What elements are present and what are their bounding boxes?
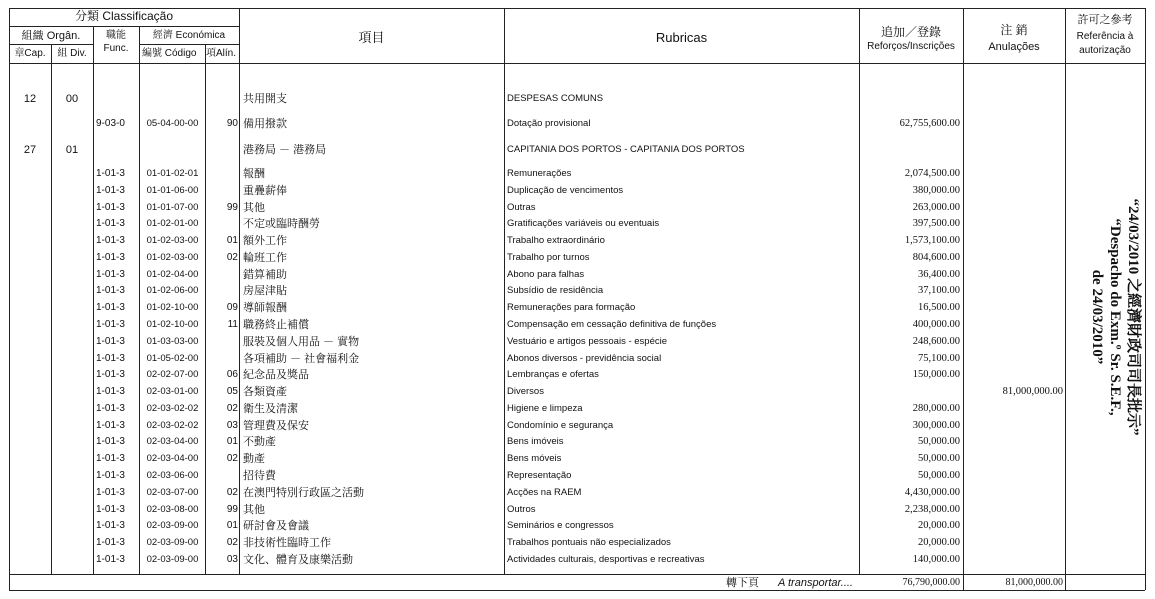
cell-reforco: 397,500.00 bbox=[912, 218, 960, 230]
cell-reforco: 37,100.00 bbox=[918, 285, 960, 297]
cell-codigo: 02-03-09-00 bbox=[146, 553, 199, 565]
cell-funcional: 1-01-3 bbox=[96, 419, 125, 431]
annotation-line-2: “Despacho do Exm.º Sr. S.E.F., bbox=[1107, 218, 1123, 416]
header-line-1 bbox=[9, 26, 239, 27]
cell-codigo: 02-03-02-02 bbox=[146, 419, 199, 431]
cell-item-zh: 在澳門特別行政區之活動 bbox=[243, 486, 364, 499]
cell-item-zh: 服裝及個人用品 － 實物 bbox=[243, 335, 360, 348]
cell-rubrica: Vestuário e artigos pessoais - espécie bbox=[507, 335, 668, 347]
cell-codigo: 02-03-08-00 bbox=[146, 503, 199, 515]
cell-item-zh: 不定或臨時酬勞 bbox=[243, 218, 320, 231]
cell-reforco: 75,100.00 bbox=[918, 352, 960, 364]
cell-codigo: 01-02-06-00 bbox=[146, 285, 199, 297]
cell-rubrica: Trabalhos pontuais não especializados bbox=[507, 537, 671, 549]
cell-codigo: 01-02-10-00 bbox=[146, 302, 199, 314]
header-referencia-1: Referência à bbox=[1076, 31, 1134, 42]
footer-transportar: A transportar.... bbox=[778, 577, 853, 589]
cell-item-zh: 研討會及會議 bbox=[243, 520, 309, 533]
cell-funcional: 1-01-3 bbox=[96, 218, 125, 230]
cell-funcional: 1-01-3 bbox=[96, 302, 125, 314]
cell-reforco: 300,000.00 bbox=[912, 419, 960, 431]
cell-alinea: 90 bbox=[226, 118, 238, 129]
cell-alinea: 01 bbox=[226, 520, 238, 532]
cell-rubrica: Abono para falhas bbox=[507, 268, 585, 280]
cell-codigo: 01-05-02-00 bbox=[146, 352, 199, 364]
cell-rubrica: Outras bbox=[507, 201, 536, 213]
cell-reforco: 248,600.00 bbox=[912, 335, 960, 347]
cell-rubrica: Bens móveis bbox=[507, 453, 562, 465]
cell-codigo: 02-03-07-00 bbox=[146, 486, 199, 498]
cell-codigo: 02-03-02-02 bbox=[146, 402, 199, 414]
col-border-div-func bbox=[93, 26, 94, 574]
cell-funcional: 1-01-3 bbox=[96, 235, 125, 247]
cell-funcional: 1-01-3 bbox=[96, 520, 125, 532]
cell-reforco: 50,000.00 bbox=[918, 470, 960, 482]
cell-codigo: 01-02-04-00 bbox=[146, 268, 199, 280]
cell-funcional: 1-01-3 bbox=[96, 386, 125, 398]
cell-alinea: 01 bbox=[226, 436, 238, 448]
cell-reforco: 1,573,100.00 bbox=[904, 235, 960, 247]
cell-item-zh: 其他 bbox=[243, 503, 265, 516]
cell-rubrica: Higiene e limpeza bbox=[507, 402, 583, 414]
cell-item-zh: 紀念品及獎品 bbox=[243, 369, 309, 382]
cell-divisao: 01 bbox=[65, 144, 79, 156]
cell-reforco: 62,755,600.00 bbox=[899, 118, 960, 129]
cell-rubrica: Outros bbox=[507, 503, 536, 515]
cell-funcional: 1-01-3 bbox=[96, 503, 125, 515]
cell-rubrica: Acções na RAEM bbox=[507, 486, 582, 498]
header-anulacoes-zh: 注 銷 bbox=[1000, 23, 1028, 37]
cell-rubrica: Lembranças e ofertas bbox=[507, 369, 599, 381]
cell-item-zh: 動產 bbox=[243, 453, 265, 466]
cell-item-zh: 各類資產 bbox=[243, 386, 287, 399]
cell-reforco: 50,000.00 bbox=[918, 453, 960, 465]
cell-reforco: 2,074,500.00 bbox=[904, 168, 960, 179]
cell-reforco: 36,400.00 bbox=[918, 268, 960, 280]
cell-codigo: 02-03-09-00 bbox=[146, 520, 199, 532]
header-reforcos: Reforços/Inscrições bbox=[867, 41, 955, 52]
cell-funcional: 1-01-3 bbox=[96, 268, 125, 280]
table-bottom-border bbox=[9, 590, 1145, 591]
footer-top-border bbox=[9, 574, 1145, 575]
cell-alinea: 02 bbox=[226, 486, 238, 498]
cell-funcional: 1-01-3 bbox=[96, 369, 125, 381]
cell-reforco: 280,000.00 bbox=[912, 402, 960, 414]
cell-codigo: 01-01-02-01 bbox=[146, 168, 199, 179]
cell-rubrica: Trabalho extraordinário bbox=[507, 235, 605, 247]
cell-item-zh: 錯算補助 bbox=[243, 268, 287, 281]
header-item: 項目 bbox=[358, 30, 385, 45]
cell-codigo: 02-03-04-00 bbox=[146, 436, 199, 448]
header-line-3 bbox=[139, 44, 239, 45]
cell-item-zh: 導師報酬 bbox=[243, 302, 287, 315]
annotation-line-3: de 24/03/2010” bbox=[1089, 269, 1105, 365]
cell-funcional: 1-01-3 bbox=[96, 285, 125, 297]
cell-alinea: 03 bbox=[226, 419, 238, 431]
cell-alinea: 99 bbox=[226, 503, 238, 515]
authorization-annotation bbox=[1080, 162, 1150, 472]
cell-alinea: 03 bbox=[226, 553, 238, 565]
cell-rubrica: Remunerações para formação bbox=[507, 302, 636, 314]
cell-funcional: 1-01-3 bbox=[96, 453, 125, 465]
cell-funcional: 1-01-3 bbox=[96, 184, 125, 196]
cell-codigo: 01-02-01-00 bbox=[146, 218, 199, 230]
cell-item-zh: 不動產 bbox=[243, 436, 276, 449]
col-border-zh-pt bbox=[504, 8, 505, 574]
cell-codigo: 01-02-10-00 bbox=[146, 319, 199, 331]
cell-item-zh: 其他 bbox=[243, 201, 265, 214]
header-funcional-zh: 職能 bbox=[106, 30, 126, 41]
cell-rubrica: Gratificações variáveis ou eventuais bbox=[507, 218, 660, 230]
cell-funcional: 1-01-3 bbox=[96, 436, 125, 448]
cell-codigo: 02-03-04-00 bbox=[146, 453, 199, 465]
cell-reforco: 804,600.00 bbox=[912, 251, 960, 263]
cell-codigo: 01-01-07-00 bbox=[146, 201, 199, 213]
cell-funcional: 1-01-3 bbox=[96, 537, 125, 549]
cell-item-zh: 各項補助 － 社會福利金 bbox=[243, 352, 360, 365]
cell-reforco: 150,000.00 bbox=[912, 369, 960, 381]
cell-item-zh: 額外工作 bbox=[243, 235, 287, 248]
cell-alinea: 06 bbox=[226, 369, 238, 381]
col-border-cap-div bbox=[51, 44, 52, 574]
header-orgao: 組織 Orgân. bbox=[21, 30, 81, 42]
header-bottom-border bbox=[9, 63, 1145, 64]
header-codigo: 編號 Código bbox=[142, 48, 197, 59]
header-reforcos-zh: 追加／登錄 bbox=[880, 25, 941, 39]
cell-funcional: 9-03-0 bbox=[96, 118, 125, 129]
cell-alinea: 11 bbox=[227, 319, 238, 331]
cell-rubrica: Compensação em cessação definitiva de funções bbox=[507, 319, 717, 331]
cell-rubrica: Subsídio de residência bbox=[507, 285, 604, 297]
header-alinea: 項Alín. bbox=[206, 48, 237, 59]
cell-funcional: 1-01-3 bbox=[96, 402, 125, 414]
header-referencia-zh: 許可之參考 bbox=[1077, 14, 1133, 26]
cell-rubrica: Actividades culturais, desportivas e recreativas bbox=[507, 553, 705, 565]
cell-alinea: 02 bbox=[226, 251, 238, 263]
cell-item-zh: 衛生及清潔 bbox=[243, 402, 298, 415]
cell-alinea: 05 bbox=[226, 386, 238, 398]
cell-alinea: 02 bbox=[226, 453, 238, 465]
cell-rubrica: Bens imóveis bbox=[507, 436, 564, 448]
cell-item-zh: 港務局 － 港務局 bbox=[243, 144, 327, 156]
cell-rubrica: Remunerações bbox=[507, 168, 572, 179]
cell-anulacao: 81,000,000.00 bbox=[1002, 386, 1063, 398]
header-funcional: Func. bbox=[103, 43, 129, 54]
cell-item-zh: 共用開支 bbox=[243, 93, 287, 105]
cell-funcional: 1-01-3 bbox=[96, 486, 125, 498]
cell-codigo: 01-02-03-00 bbox=[146, 235, 199, 247]
header-economica: 經濟 Económica bbox=[152, 30, 226, 41]
cell-alinea: 09 bbox=[226, 302, 238, 314]
header-capitulo: 章Cap. bbox=[14, 48, 46, 59]
footer-total-anulacoes: 81,000,000.00 bbox=[1005, 577, 1063, 588]
cell-reforco: 20,000.00 bbox=[918, 537, 960, 549]
cell-rubrica: Duplicação de vencimentos bbox=[507, 184, 624, 196]
cell-funcional: 1-01-3 bbox=[96, 319, 125, 331]
cell-funcional: 1-01-3 bbox=[96, 251, 125, 263]
cell-item-zh: 管理費及保安 bbox=[243, 419, 309, 432]
cell-rubrica: Trabalho por turnos bbox=[507, 251, 590, 263]
col-border-func-code bbox=[139, 26, 140, 574]
cell-alinea: 01 bbox=[226, 235, 238, 247]
table-top-border bbox=[9, 8, 1145, 9]
cell-reforco: 50,000.00 bbox=[918, 436, 960, 448]
cell-alinea: 99 bbox=[226, 201, 238, 213]
cell-item-zh: 招待費 bbox=[243, 470, 276, 483]
header-classificacao: 分類 Classificação bbox=[74, 9, 174, 23]
cell-reforco: 140,000.00 bbox=[912, 553, 960, 565]
header-divisao: 組 Div. bbox=[57, 48, 87, 59]
cell-codigo: 02-02-07-00 bbox=[146, 369, 199, 381]
cell-reforco: 2,238,000.00 bbox=[904, 503, 960, 515]
cell-codigo: 01-03-03-00 bbox=[146, 335, 199, 347]
cell-alinea: 02 bbox=[226, 402, 238, 414]
cell-rubrica: Abonos diversos - previdência social bbox=[507, 352, 662, 364]
cell-item-zh: 備用撥款 bbox=[243, 118, 287, 130]
cell-item-zh: 非技術性臨時工作 bbox=[243, 537, 331, 550]
cell-reforco: 4,430,000.00 bbox=[904, 486, 960, 498]
cell-reforco: 400,000.00 bbox=[912, 319, 960, 331]
cell-divisao: 00 bbox=[65, 93, 79, 105]
footer-total-reforcos: 76,790,000.00 bbox=[902, 577, 960, 588]
cell-item-zh: 報酬 bbox=[243, 168, 265, 180]
cell-funcional: 1-01-3 bbox=[96, 168, 125, 179]
cell-alinea: 02 bbox=[226, 537, 238, 549]
cell-item-zh: 職務終止補償 bbox=[243, 319, 309, 332]
cell-codigo: 01-02-03-00 bbox=[146, 251, 199, 263]
cell-item-zh: 重疊薪俸 bbox=[243, 184, 287, 197]
cell-reforco: 380,000.00 bbox=[912, 184, 960, 196]
cell-capitulo: 27 bbox=[23, 144, 37, 156]
cell-funcional: 1-01-3 bbox=[96, 335, 125, 347]
cell-reforco: 20,000.00 bbox=[918, 520, 960, 532]
cell-item-zh: 輪班工作 bbox=[243, 251, 287, 264]
col-border-anul-ref bbox=[1065, 8, 1066, 590]
cell-rubrica: Dotação provisional bbox=[507, 118, 591, 129]
cell-rubrica: CAPITANIA DOS PORTOS - CAPITANIA DOS PORTOS bbox=[507, 144, 745, 155]
cell-rubrica: Seminários e congressos bbox=[507, 520, 614, 532]
cell-codigo: 02-03-06-00 bbox=[146, 470, 199, 482]
header-anulacoes: Anulações bbox=[988, 41, 1040, 53]
cell-codigo: 01-01-06-00 bbox=[146, 184, 199, 196]
header-rubricas: Rubricas bbox=[655, 30, 708, 45]
cell-reforco: 263,000.00 bbox=[912, 201, 960, 213]
col-border-alin-zh bbox=[239, 8, 240, 574]
annotation-line-1: “24/03/2010 之經濟財政司司長批示” bbox=[1125, 198, 1141, 436]
cell-funcional: 1-01-3 bbox=[96, 470, 125, 482]
header-referencia-2: autorização bbox=[1079, 45, 1131, 56]
cell-rubrica: Representação bbox=[507, 470, 572, 482]
cell-codigo: 02-03-01-00 bbox=[146, 386, 199, 398]
cell-codigo: 02-03-09-00 bbox=[146, 537, 199, 549]
cell-capitulo: 12 bbox=[23, 93, 37, 105]
footer-transportar-zh: 轉下頁 bbox=[726, 577, 759, 589]
cell-item-zh: 房屋津貼 bbox=[243, 285, 287, 298]
col-border-reforco-anul bbox=[963, 8, 964, 590]
cell-rubrica: Condomínio e segurança bbox=[507, 419, 614, 431]
cell-codigo: 05-04-00-00 bbox=[146, 118, 199, 129]
cell-rubrica: DESPESAS COMUNS bbox=[507, 93, 604, 104]
cell-reforco: 16,500.00 bbox=[918, 302, 960, 314]
cell-funcional: 1-01-3 bbox=[96, 553, 125, 565]
cell-item-zh: 文化、體育及康樂活動 bbox=[243, 553, 353, 566]
cell-rubrica: Diversos bbox=[507, 386, 544, 398]
cell-funcional: 1-01-3 bbox=[96, 201, 125, 213]
cell-funcional: 1-01-3 bbox=[96, 352, 125, 364]
